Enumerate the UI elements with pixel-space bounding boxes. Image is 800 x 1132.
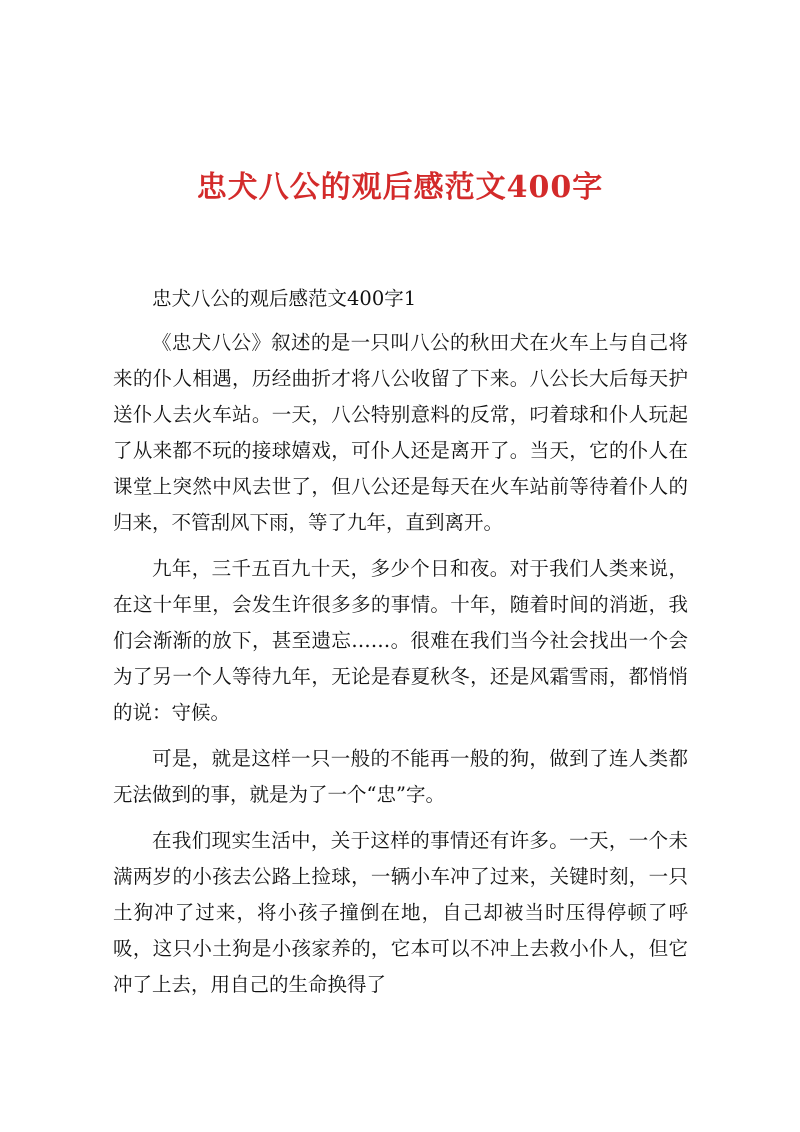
section-heading: 忠犬八公的观后感范文400字1 — [152, 287, 417, 310]
paragraph-4: 在我们现实生活中，关于这样的事情还有许多。一天，一个未满两岁的小孩去公路上捡球，一辆小车冲了过来，关键时刻，一只土狗冲了过来，将小孩子撞倒在地，自己却被当时压得停顿了呼吸，这只小土狗是小孩家养的，它本可以不冲上去救小仆人，但它冲了上去，用自己的生命换得了 — [113, 829, 688, 996]
paragraph-1: 《忠犬八公》叙述的是一只叫八公的秋田犬在火车上与自己将来的仆人相遇，历经曲折才将八公收留了下来。八公长大后每天护送仆人去火车站。一天，八公特别意料的反常，叼着球和仆人玩起了从来都不玩的接球嬉戏，可仆人还是离开了。当天，它的仆人在课堂上突然中风去世了，但八公还是每天在火车站前等待着仆人的归来，不管刮风下雨，等了九年，直到离开。 — [113, 331, 688, 534]
paragraph-3: 可是，就是这样一只一般的不能再一般的狗，做到了连人类都无法做到的事，就是为了一个“忠”字。 — [113, 747, 688, 806]
paragraph-2: 九年，三千五百九十天，多少个日和夜。对于我们人类来说，在这十年里，会发生许很多多的事情。十年，随着时间的消逝，我们会渐渐的放下，甚至遗忘……。很难在我们当今社会找出一个会为了另一个人等待九年，无论是春夏秋冬，还是风霜雪雨，都悄悄的说：守候。 — [113, 557, 688, 724]
document-title: 忠犬八公的观后感范文400字 — [196, 170, 604, 205]
document-body — [113, 281, 688, 1013]
